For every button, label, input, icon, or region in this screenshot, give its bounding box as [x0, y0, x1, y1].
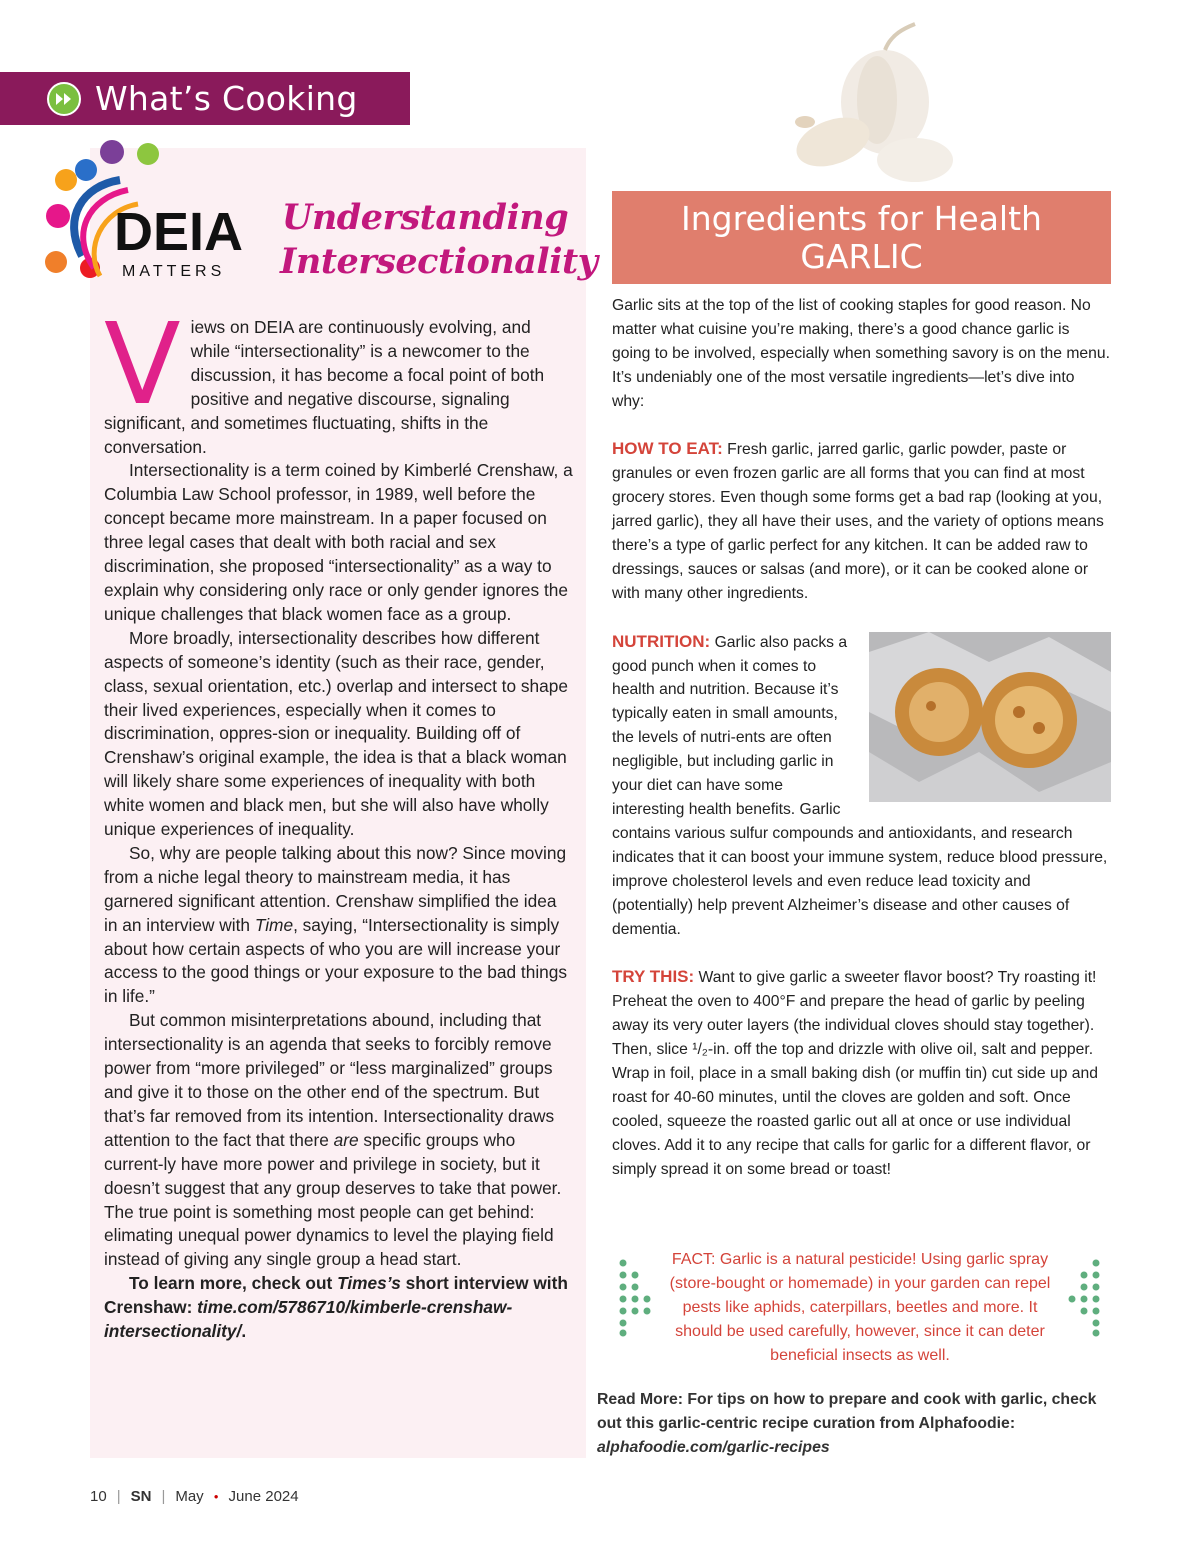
footer-divider: |: [116, 1488, 121, 1505]
learn-link[interactable]: time.com/5786710/kimberle-crenshaw-intersectionality/: [104, 1297, 513, 1342]
p4-text-b: , saying, “Intersectionality is simply about how certain aspects of who you are will increase your access to the good things or your exposure to the bad things in life.”: [104, 914, 568, 1007]
page-number: 10: [90, 1488, 107, 1505]
try-label: TRY THIS:: [612, 967, 695, 987]
try-fraction: ¹/₂: [692, 1041, 708, 1059]
drop-cap: V: [104, 300, 181, 430]
read-more: [597, 1388, 1117, 1460]
nutrition-label: NUTRITION:: [612, 631, 711, 651]
p5-text-b: specific groups who current-ly have more power and privilege in society, but it doesn’t suggest that any group deserves to take that power. The true point is something most people can get behind: elimating unequal power dynamics to level the playing field instead of giving any single group a head start.: [104, 1129, 562, 1270]
read-more-link[interactable]: alphafoodie.com/garlic-recipes: [597, 1439, 830, 1456]
how-text: Fresh garlic, jarred garlic, garlic powder, paste or granules or even frozen garlic are all forms that you can find at most grocery stores. Even though some forms get a bad rap (looking at you, jarred garlic), they all have their uses, and the variety of options means there’s a type of garlic perfect for any kitchen. It can be added raw to dressings, sauces or salsas (and more), or it can be cooked alone or with many other ingredients.: [612, 441, 1104, 602]
garlic-article: [612, 294, 1111, 1205]
paragraph-5: [104, 1009, 574, 1272]
learn-italic: Times’s: [337, 1273, 401, 1294]
logo-word: DEIA: [114, 202, 244, 262]
magazine-name: SN: [130, 1488, 152, 1505]
bullet-icon: ●: [213, 1492, 219, 1501]
footer-divider: |: [161, 1488, 166, 1505]
box-title: Ingredients for Health: [681, 199, 1042, 238]
learn-text-b: short interview with Crenshaw:: [104, 1273, 568, 1318]
box-subtitle: GARLIC: [800, 237, 923, 276]
deia-article: [104, 300, 574, 1344]
fact-callout: FACT: Garlic is a natural pesticide! Using garlic spray (store-bought or homemade) in your garden can repel pests like aphids, caterpillars, beetles and more. It should be used carefully, however, since it can deter beneficial insects as well.: [669, 1251, 1051, 1364]
paragraph-4: [104, 842, 574, 1009]
ingredients-heading-box: [612, 191, 1111, 284]
paragraph-3: More broadly, intersectionality describes how different aspects of someone’s identity (such as their race, gender, class, sexual orientation, etc.) overlap and intersect to shape their lived experiences, especially when it comes to discrimination, oppres-sion or inequality. Building off of Crenshaw’s original example, the idea is that a black woman will likely share some experiences of inequality with both white women and black men, but she will also have wholly unique experiences of inequality.: [104, 627, 568, 840]
nutrition-text: Garlic also packs a good punch when it comes to health and nutrition. Because it’s typically eaten in small amounts, the levels of nutri-ents are often negligible, but including garlic in your diet can have some interesting health benefits. Garlic contains various sulfur compounds and antioxidants, and research indicates that it can boost your immune system, reduce blood pressure, improve cholesterol levels and even reduce lead toxicity and (potentially) help prevent Alzheimer’s disease and other causes of dementia.: [612, 633, 1108, 938]
try-this: [612, 965, 1111, 1181]
how-label: HOW TO EAT:: [612, 439, 723, 459]
p4-italic: Time: [254, 914, 294, 935]
p4-text-a: So, why are people talking about this now? Since moving from a niche legal theory to mainstream media, it has garnered significant attention. Crenshaw simplified the idea in an interview with: [104, 842, 567, 935]
title-line-1: Understanding: [281, 197, 569, 238]
dot-pattern-left: [617, 1257, 653, 1337]
read-more-text: Read More: For tips on how to prepare and cook with garlic, check out this garlic-centric recipe curation from Alphafoodie:: [597, 1391, 1097, 1432]
nutrition: [612, 630, 1111, 942]
paragraph-2: Intersectionality is a term coined by Kimberlé Crenshaw, a Columbia Law School professor, in 1989, well before the concept became more mainstream. In a paper focused on three legal cases that dealt with both racial and sex discrimination, she proposed “intersectionality” as a way to explain why considering only race or only gender ignores the unique challenges that black women face as a group.: [104, 460, 573, 624]
page-footer: [90, 1488, 299, 1505]
garlic-intro: Garlic sits at the top of the list of cooking staples for good reason. No matter what cuisine you’re making, there’s a good chance garlic is going to be involved, especially when something savory is on the menu. It’s undeniably one of the most versatile ingredients—let’s dive into why:: [612, 297, 1110, 410]
logo-sub: MATTERS: [122, 263, 226, 280]
deia-matters-logo: [42, 138, 262, 288]
dot-pattern-right: [1066, 1257, 1102, 1337]
garlic-bulb-image: [765, 22, 975, 192]
issue-month: May: [175, 1488, 204, 1505]
section-banner: [0, 72, 410, 125]
try-text-a: Want to give garlic a sweeter flavor boost? Try roasting it! Preheat the oven to 400°F and prepare the head of garlic by peeling away its very outer layers (the individual cloves should stay together). Then, slice: [612, 969, 1097, 1059]
try-text-b: -in. off the top and drizzle with olive oil, salt and pepper. Wrap in foil, place in a small baking dish (or muffin tin) cut side up and roast for 40-60 minutes, until the cloves are golden and soft. Once cooled, squeeze the roasted garlic out all at once or use individual cloves. Add it to any recipe that calls for garlic for a different flavor, or simply spread it on some bread or toast!: [612, 1041, 1098, 1178]
title-line-2: Intersectionality: [280, 241, 598, 282]
issue-date: June 2024: [228, 1488, 299, 1505]
learn-more: [104, 1272, 574, 1344]
learn-text-a: To learn more, check out: [129, 1273, 338, 1294]
roasted-garlic-image: [869, 632, 1111, 802]
how-to-eat: [612, 437, 1111, 605]
article-title: [280, 196, 598, 284]
paragraph-1: iews on DEIA are continuously evolving, and while “intersectionality” is a newcomer to the discussion, it has become a focal point of both positive and negative discourse, signaling significant, and sometimes fluctuating, shifts in the conversation.: [104, 317, 545, 457]
fast-forward-icon: [47, 82, 81, 116]
section-title: What’s Cooking: [95, 79, 358, 118]
learn-end: .: [241, 1321, 247, 1342]
p5-italic: are: [333, 1129, 359, 1150]
p5-text-a: But common misinterpretations abound, including that intersectionality is an agenda that seeks to forcibly remove power from “more privileged” or “less marginalized” groups and give it to those on the other end of the spectrum. But that’s far removed from its intention. Intersectionality draws attention to the fact that there: [104, 1010, 555, 1150]
